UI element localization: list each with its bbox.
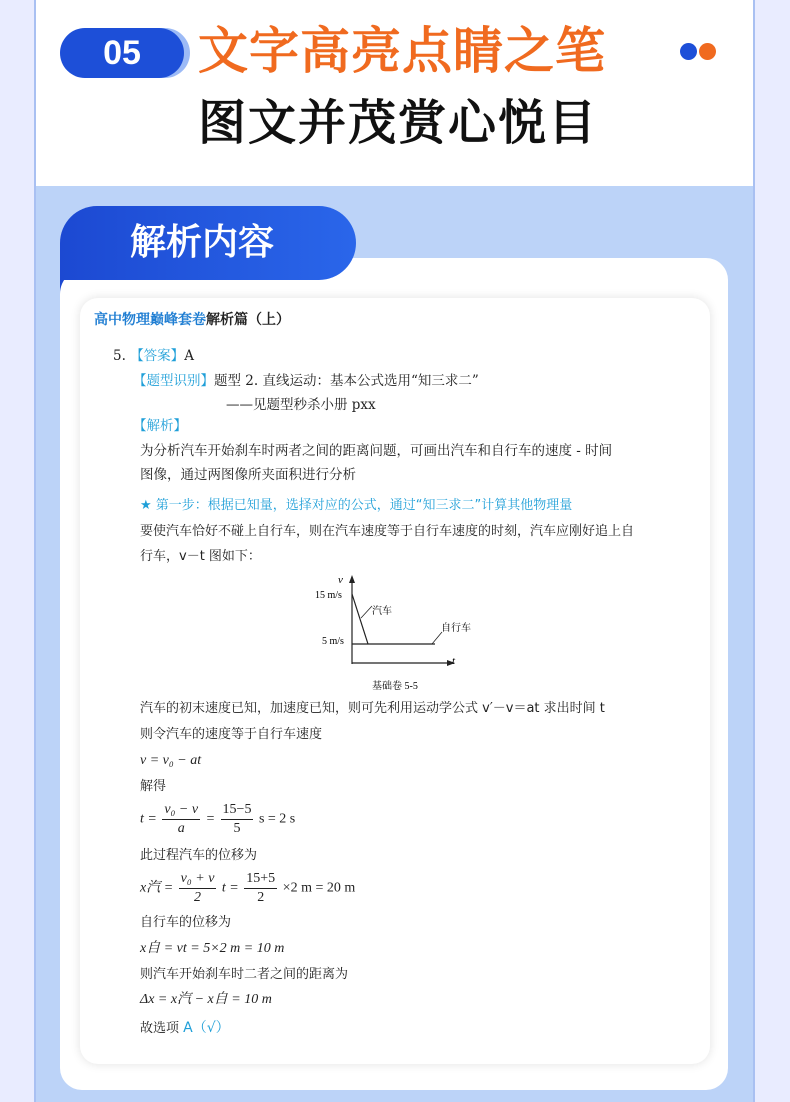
headline-orange: 文字高亮点睛之笔 bbox=[198, 22, 606, 80]
eq2-mid: = bbox=[205, 811, 216, 827]
analysis-tag: 【解析】 bbox=[133, 418, 187, 434]
question-number: 5. bbox=[113, 348, 126, 364]
document-title-part: 解析篇（上） bbox=[206, 312, 290, 328]
eq3-frac1 bbox=[179, 870, 217, 907]
eq2-frac1-num: v₀ − v bbox=[162, 801, 200, 820]
equation-bike-displacement: x自 = vt = 5×2 m = 10 m bbox=[140, 941, 285, 956]
equation-distance: Δx = x汽 − x自 = 10 m bbox=[140, 992, 272, 1007]
headline-black: 图文并茂赏心悦目 bbox=[198, 95, 599, 151]
solve-label: 解得 bbox=[140, 779, 167, 794]
eq2-frac2-num: 15−5 bbox=[221, 801, 254, 820]
answer-tag: 【答案】 bbox=[130, 348, 185, 364]
conclusion-prefix: 故选项 bbox=[140, 1021, 180, 1036]
reference-text: ——见题型秒杀小册 pxx bbox=[226, 397, 376, 413]
equation-car-displacement bbox=[140, 870, 355, 907]
para2-line1: 要使汽车恰好不碰上自行车，则在汽车速度等于自行车速度的时刻，汽车应刚好追上自 bbox=[140, 524, 635, 539]
blue-dot-icon bbox=[680, 43, 697, 60]
eq3-frac1-num: v₀ + v bbox=[179, 870, 217, 889]
equation-time bbox=[140, 801, 295, 838]
orange-dot-icon bbox=[699, 43, 716, 60]
answer-value: A bbox=[184, 348, 194, 364]
type-line bbox=[133, 371, 479, 391]
car-displacement-intro: 此过程汽车的位移为 bbox=[140, 848, 258, 863]
eq3-left: x汽 = bbox=[140, 880, 174, 896]
eq3-mid: t = bbox=[221, 880, 239, 896]
para3: 汽车的初末速度已知，加速度已知，则可先利用运动学公式 v′－v＝at 求出时间 t bbox=[140, 701, 605, 716]
document-title bbox=[94, 310, 290, 330]
car-pointer bbox=[361, 606, 372, 618]
analysis-para-line1: 为分析汽车开始刹车时两者之间的距离问题，可画出汽车和自行车的速度 - 时间 bbox=[140, 443, 613, 459]
eq3-right: ×2 m = 20 m bbox=[282, 880, 356, 896]
distance-intro: 则汽车开始刹车时二者之间的距离为 bbox=[140, 967, 349, 982]
step-one-heading: ★ 第一步：根据已知量，选择对应的公式，通过“知三求二”计算其他物理量 bbox=[140, 498, 573, 513]
car-line bbox=[352, 594, 368, 644]
x-axis-label: t bbox=[452, 655, 456, 667]
eq3-frac2-num: 15+5 bbox=[244, 870, 277, 889]
conclusion-answer: A（√） bbox=[183, 1020, 230, 1036]
eq3-frac2 bbox=[244, 870, 277, 907]
answer-line bbox=[113, 346, 194, 366]
eq2-frac2-den: 5 bbox=[233, 821, 241, 836]
eq2-frac2 bbox=[221, 801, 254, 838]
car-label: 汽车 bbox=[372, 606, 392, 617]
analysis-para-line2: 图像，通过两图像所夹面积进行分析 bbox=[140, 467, 356, 483]
type-text: 题型 2. 直线运动：基本公式选用“知三求二” bbox=[214, 373, 479, 389]
bike-displacement-intro: 自行车的位移为 bbox=[140, 915, 232, 930]
type-tag: 【题型识别】 bbox=[133, 373, 214, 389]
eq3-frac2-den: 2 bbox=[257, 890, 265, 905]
decor-dots-icon bbox=[680, 43, 720, 61]
eq2-frac1 bbox=[162, 801, 200, 838]
bike-label: 自行车 bbox=[441, 623, 471, 634]
equation-velocity: v = v₀ − at bbox=[140, 753, 202, 768]
para2-line2: 行车，v－t 图如下： bbox=[140, 549, 261, 564]
eq2-frac1-den: a bbox=[177, 821, 185, 836]
vt-graph bbox=[310, 572, 480, 697]
y-tick-low: 5 m/s bbox=[322, 636, 344, 647]
y-axis-label: v bbox=[338, 574, 343, 586]
eq3-frac1-den: 2 bbox=[194, 890, 202, 905]
section-number-badge: 05 bbox=[60, 28, 184, 78]
graph-caption: 基础卷 5-5 bbox=[372, 681, 418, 692]
para4: 则令汽车的速度等于自行车速度 bbox=[140, 727, 323, 742]
document-title-series: 高中物理巅峰套卷 bbox=[94, 312, 206, 328]
section-tab: 解析内容 bbox=[60, 206, 356, 280]
conclusion-line bbox=[140, 1018, 230, 1039]
y-tick-high: 15 m/s bbox=[315, 590, 342, 601]
eq2-left: t = bbox=[140, 811, 157, 827]
y-axis-arrow-icon bbox=[349, 575, 355, 583]
eq2-right: s = 2 s bbox=[258, 811, 296, 827]
